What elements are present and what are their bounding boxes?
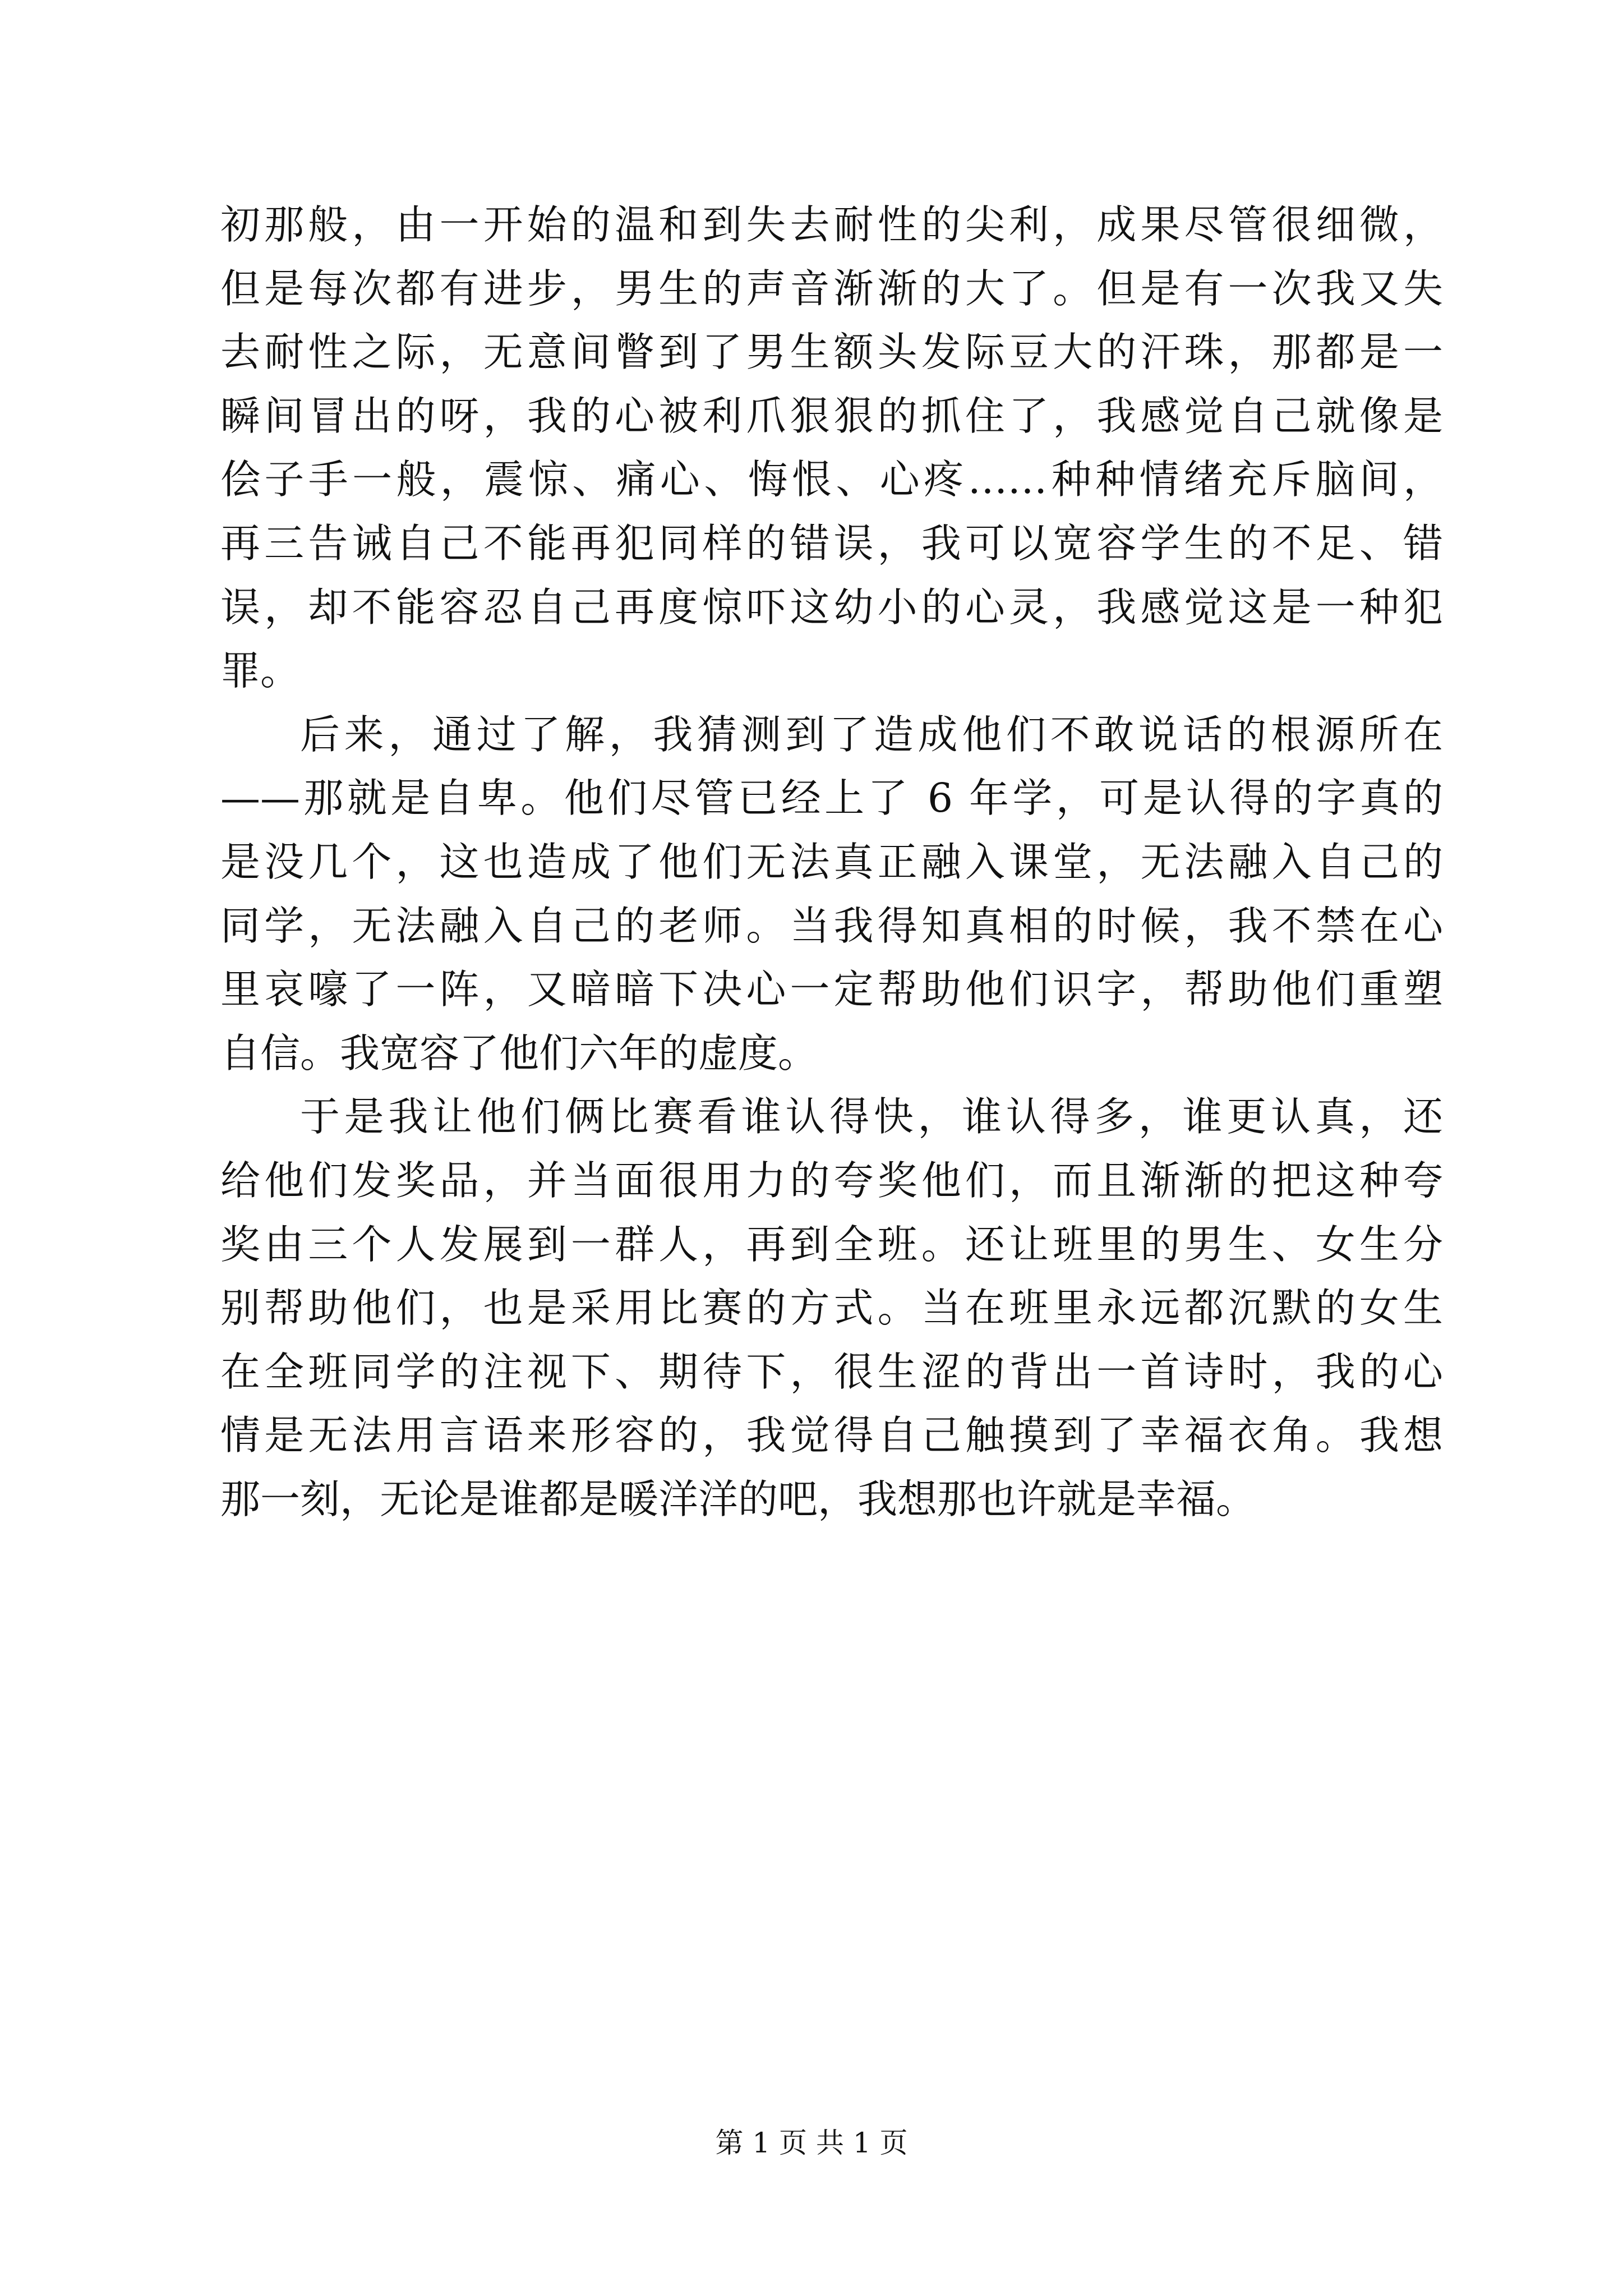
text-line: 后来，通过了解，我猜测到了造成他们不敢说话的根源所在 <box>300 711 1443 758</box>
text-line: 那一刻，无论是谁都是暖洋洋的吧，我想那也许就是幸福。 <box>220 1475 1256 1522</box>
page-footer <box>0 2126 1623 2160</box>
text-line: 别帮助他们，也是采用比赛的方式。当在班里永远都沉默的女生 <box>220 1285 1443 1332</box>
text-line: 误，却不能容忍自己再度惊吓这幼小的心灵，我感觉这是一种犯 <box>220 583 1443 631</box>
body-text <box>220 193 1443 1531</box>
text-line: 罪。 <box>220 647 301 694</box>
text-line: ——那就是自卑。他们尽管已经上了 6 年学，可是认得的字真的 <box>220 775 1443 822</box>
paragraph-1 <box>220 193 1443 703</box>
text-line: 再三告诫自己不能再犯同样的错误，我可以宽容学生的不足、错 <box>220 519 1443 567</box>
page-number-label: 第 1 页 共 1 页 <box>715 2127 908 2159</box>
text-line: 初那般，由一开始的温和到失去耐性的尖利，成果尽管很细微， <box>220 201 1443 248</box>
text-line: 同学，无法融入自己的老师。当我得知真相的时候，我不禁在心 <box>220 902 1443 949</box>
paragraph-2 <box>220 703 1443 1085</box>
text-line: 但是每次都有进步，男生的声音渐渐的大了。但是有一次我又失 <box>220 265 1443 312</box>
text-line: 在全班同学的注视下、期待下，很生涩的背出一首诗时，我的心 <box>220 1348 1443 1395</box>
text-line: 侩子手一般，震惊、痛心、悔恨、心疼……种种情绪充斥脑间， <box>220 456 1443 503</box>
paragraph-3 <box>220 1085 1443 1531</box>
text-line: 是没几个，这也造成了他们无法真正融入课堂，无法融入自己的 <box>220 838 1443 885</box>
text-line: 情是无法用言语来形容的，我觉得自己触摸到了幸福衣角。我想 <box>220 1412 1443 1459</box>
text-line: 自信。我宽容了他们六年的虚度。 <box>220 1029 818 1076</box>
text-line: 给他们发奖品，并当面很用力的夸奖他们，而且渐渐的把这种夸 <box>220 1157 1443 1204</box>
text-line: 瞬间冒出的呀，我的心被利爪狠狠的抓住了，我感觉自己就像是 <box>220 392 1443 439</box>
text-line: 奖由三个人发展到一群人，再到全班。还让班里的男生、女生分 <box>220 1221 1443 1268</box>
text-line: 去耐性之际，无意间瞥到了男生额头发际豆大的汗珠，那都是一 <box>220 329 1443 376</box>
text-line: 里哀嚎了一阵，又暗暗下决心一定帮助他们识字，帮助他们重塑 <box>220 966 1443 1013</box>
text-line: 于是我让他们俩比赛看谁认得快，谁认得多，谁更认真，还 <box>300 1093 1443 1140</box>
